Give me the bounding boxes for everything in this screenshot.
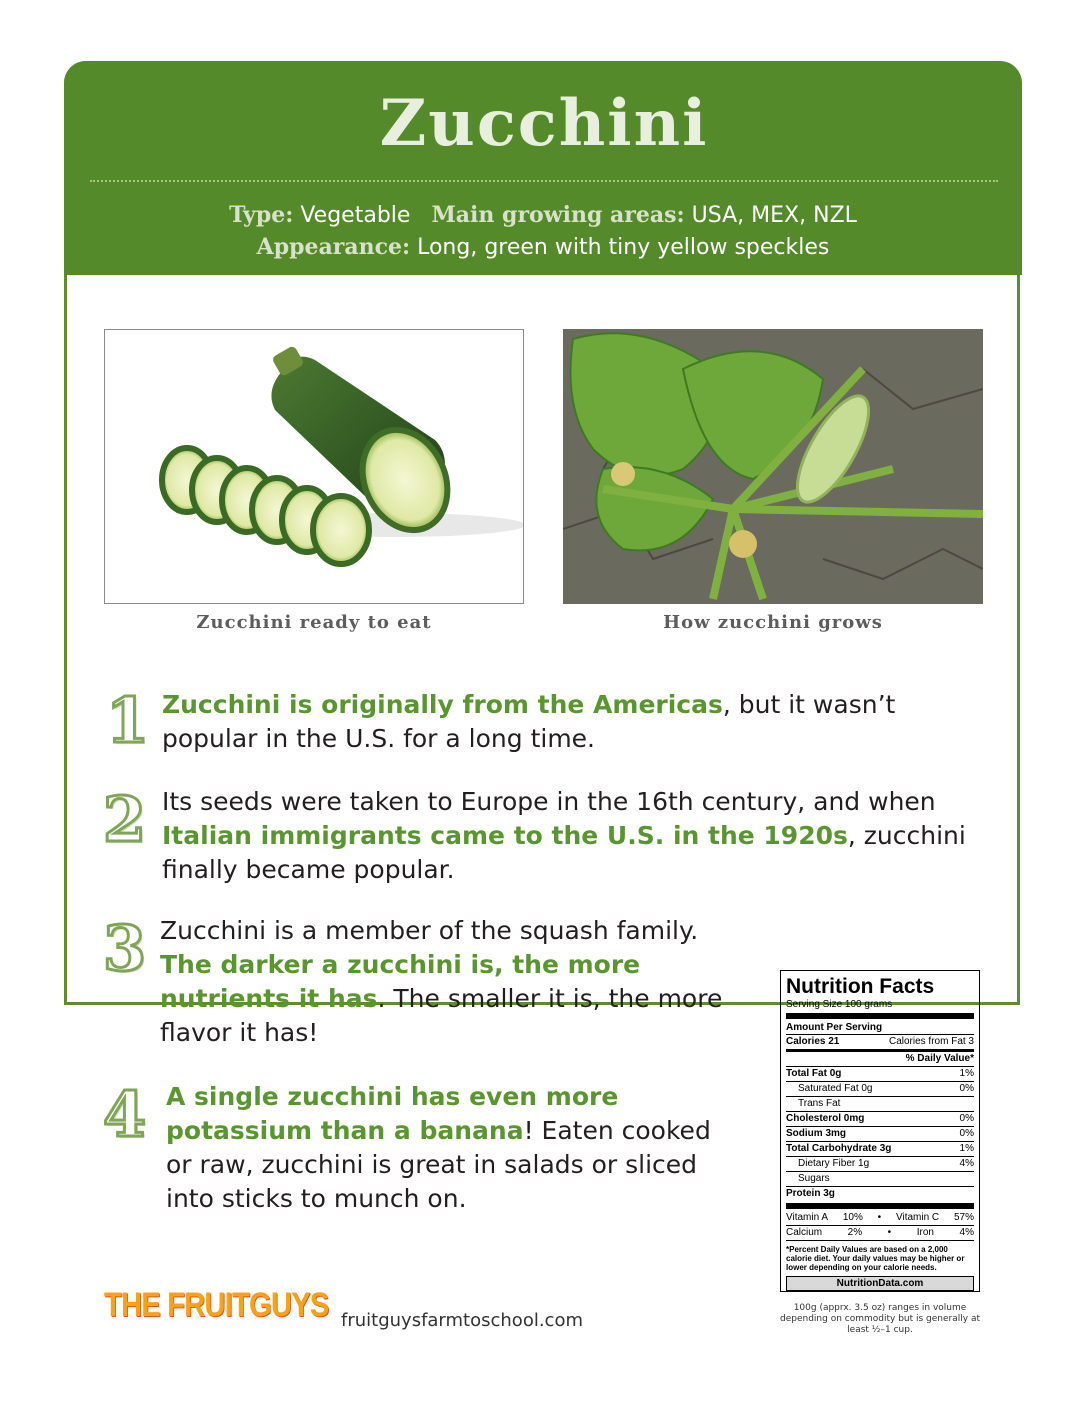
nutrient-row: Trans Fat (786, 1097, 974, 1112)
photo-caption-grows: How zucchini grows (663, 612, 883, 633)
appearance-line (64, 234, 1022, 260)
dotted-divider (90, 180, 998, 182)
nutrient-row: Saturated Fat 0g 0% (786, 1082, 974, 1097)
appearance-value: Long, green with tiny yellow speckles (417, 235, 830, 260)
amount-per-serving: Amount Per Serving (786, 1021, 974, 1035)
nutrient-row: Sugars (786, 1172, 974, 1187)
fact-number-3: 3 (103, 912, 147, 985)
areas-value: USA, MEX, NZL (691, 203, 857, 228)
fact-3-text-pre: Zucchini is a member of the squash family. (160, 916, 699, 945)
fact-3-highlight: The darker a zucchini is, the more nutrients it has (160, 950, 641, 1013)
daily-value-note: *Percent Daily Values are based on a 2,000 calorie diet. Your daily values may be higher or lower depending on your calorie needs. (786, 1245, 965, 1272)
fact-1-text: , but it wasn’t popular in the U.S. for a long time. (162, 690, 896, 753)
daily-value-header: % Daily Value* (786, 1052, 974, 1067)
fact-4-highlight: A single zucchini has even more potassium than a banana (166, 1082, 619, 1145)
fact-4 (166, 1080, 741, 1216)
nutrition-title: Nutrition Facts (786, 975, 935, 998)
zucchini-sliced-photo (104, 329, 524, 604)
vitamin-row: Vitamin A 10% • Vitamin C 57% (786, 1211, 974, 1226)
areas-label: Main growing areas: (431, 202, 685, 228)
zucchini-plant-photo (563, 329, 983, 604)
fact-3 (160, 914, 740, 1050)
fact-1 (162, 688, 982, 756)
photo-caption-ready: Zucchini ready to eat (196, 612, 432, 633)
nutrient-row: Total Fat 0g 1% (786, 1067, 974, 1082)
serving-size: Serving Size 100 grams (786, 999, 893, 1010)
nutritiondata-link[interactable]: NutritionData.com (786, 1276, 974, 1291)
fact-number-1: 1 (106, 684, 150, 757)
type-and-areas (64, 202, 1022, 228)
nutrient-row: Total Carbohydrate 3g 1% (786, 1142, 974, 1157)
nutrient-row: Cholesterol 0mg 0% (786, 1112, 974, 1127)
fact-1-highlight: Zucchini is originally from the Americas (162, 690, 723, 719)
nutrition-facts-label (780, 970, 980, 1292)
appearance-label: Appearance: (256, 234, 411, 260)
fact-3-text: . The smaller it is, the more flavor it has! (160, 984, 723, 1047)
fact-2 (162, 785, 982, 887)
website-url[interactable]: fruitguysfarmtoschool.com (341, 1310, 583, 1331)
calories-row (786, 1035, 974, 1052)
page-title: Zucchini (379, 86, 709, 161)
nutrition-footnote: 100g (apprx. 3.5 oz) ranges in volume depending on commodity but is generally at least ½–1 cup. (780, 1303, 980, 1335)
fact-2-text-pre: Its seeds were taken to Europe in the 16th century, and when (162, 787, 936, 816)
nutrient-row: Protein 3g (786, 1188, 835, 1199)
fact-4-text: ! Eaten cooked or raw, zucchini is great in salads or sliced into sticks to munch on. (166, 1116, 711, 1213)
fact-number-2: 2 (103, 783, 147, 856)
fact-number-4: 4 (103, 1078, 147, 1151)
fact-2-text: , zucchini finally became popular. (162, 821, 966, 884)
nutrient-row: Dietary Fiber 1g 4% (786, 1157, 974, 1172)
nutrient-row: Sodium 3mg 0% (786, 1127, 974, 1142)
fruitguys-logo: THE FRUITGUYS (104, 1286, 329, 1324)
mineral-row: Calcium 2% • Iron 4% (786, 1226, 974, 1241)
calories: Calories 21 (786, 1036, 840, 1047)
fact-2-highlight: Italian immigrants came to the U.S. in the 1920s (162, 821, 848, 850)
type-label: Type: (229, 202, 294, 228)
calories-from-fat: Calories from Fat 3 (888, 1036, 974, 1047)
type-value: Vegetable (300, 203, 411, 228)
